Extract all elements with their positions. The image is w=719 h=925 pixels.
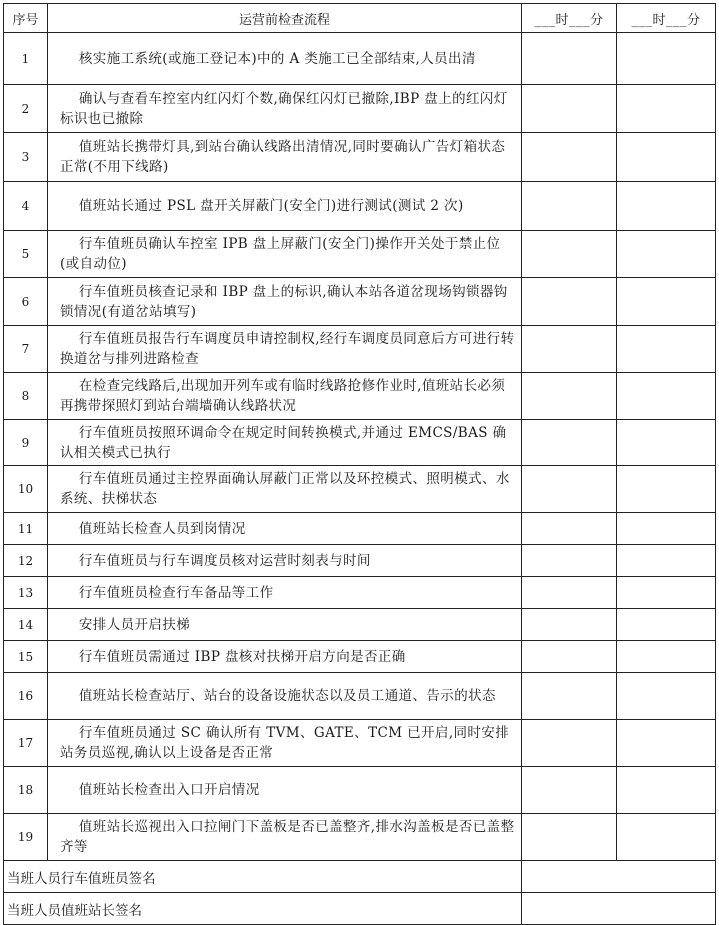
row-task-text: 行车值班员报告行车调度员申请控制权,经行车调度员同意后方可进行转换道岔与排列进路检查 bbox=[48, 326, 522, 373]
table-row bbox=[4, 278, 716, 326]
row-task-text: 行车值班员检查行车备品等工作 bbox=[48, 577, 522, 609]
row-task-text: 值班站长通过 PSL 盘开关屏蔽门(安全门)进行测试(测试 2 次) bbox=[48, 182, 522, 231]
table-row bbox=[4, 577, 716, 609]
row-number: 5 bbox=[4, 231, 48, 278]
row-number: 14 bbox=[4, 609, 48, 641]
table-row bbox=[4, 420, 716, 466]
time1-cell[interactable] bbox=[522, 577, 617, 609]
row-number: 1 bbox=[4, 33, 48, 85]
header-row bbox=[4, 4, 716, 33]
time1-cell[interactable] bbox=[522, 231, 617, 278]
time1-cell[interactable] bbox=[522, 720, 617, 767]
time2-cell[interactable] bbox=[617, 85, 716, 133]
time2-cell[interactable] bbox=[617, 641, 716, 673]
row-task-text: 值班站长检查人员到岗情况 bbox=[48, 513, 522, 545]
time2-cell[interactable] bbox=[617, 577, 716, 609]
row-task-text: 值班站长携带灯具,到站台确认线路出清情况,同时要确认广告灯箱状态正常(不用下线路) bbox=[48, 133, 522, 182]
time2-cell[interactable] bbox=[617, 133, 716, 182]
signature-row bbox=[4, 861, 716, 893]
table-row bbox=[4, 641, 716, 673]
time1-cell[interactable] bbox=[522, 641, 617, 673]
row-task-text: 值班站长检查出入口开启情况 bbox=[48, 767, 522, 814]
time2-cell[interactable] bbox=[617, 513, 716, 545]
time2-cell[interactable] bbox=[617, 231, 716, 278]
table-row bbox=[4, 545, 716, 577]
col-no-header: 序号 bbox=[4, 4, 48, 33]
time2-cell[interactable] bbox=[617, 609, 716, 641]
row-task-text: 行车值班员通过主控界面确认屏蔽门正常以及环控模式、照明模式、水系统、扶梯状态 bbox=[48, 466, 522, 513]
row-number: 7 bbox=[4, 326, 48, 373]
row-number: 9 bbox=[4, 420, 48, 466]
row-number: 6 bbox=[4, 278, 48, 326]
time2-cell[interactable] bbox=[617, 545, 716, 577]
table-row bbox=[4, 85, 716, 133]
row-task-text: 值班站长检查站厅、站台的设备设施状态以及员工通道、告示的状态 bbox=[48, 673, 522, 720]
checklist-table bbox=[3, 3, 716, 925]
row-number: 3 bbox=[4, 133, 48, 182]
time1-cell[interactable] bbox=[522, 673, 617, 720]
row-task-text: 值班站长巡视出入口拉闸门下盖板是否已盖整齐,排水沟盖板是否已盖整齐等 bbox=[48, 814, 522, 861]
table-row bbox=[4, 33, 716, 85]
table-row bbox=[4, 673, 716, 720]
time1-cell[interactable] bbox=[522, 609, 617, 641]
time2-cell[interactable] bbox=[617, 326, 716, 373]
row-number: 11 bbox=[4, 513, 48, 545]
time1-cell[interactable] bbox=[522, 513, 617, 545]
row-number: 13 bbox=[4, 577, 48, 609]
signature-label: 当班人员行车值班员签名 bbox=[4, 861, 522, 893]
time2-cell[interactable] bbox=[617, 673, 716, 720]
row-number: 15 bbox=[4, 641, 48, 673]
row-task-text: 行车值班员需通过 IBP 盘核对扶梯开启方向是否正确 bbox=[48, 641, 522, 673]
time2-cell[interactable] bbox=[617, 373, 716, 420]
col-time1-header: ___时___分 bbox=[522, 4, 617, 33]
time1-cell[interactable] bbox=[522, 373, 617, 420]
row-number: 10 bbox=[4, 466, 48, 513]
time1-cell[interactable] bbox=[522, 85, 617, 133]
row-task-text: 行车值班员按照环调命令在规定时间转换模式,并通过 EMCS/BAS 确认相关模式已执行 bbox=[48, 420, 522, 466]
row-task-text: 核实施工系统(或施工登记本)中的 A 类施工已全部结束,人员出清 bbox=[48, 33, 522, 85]
row-number: 2 bbox=[4, 85, 48, 133]
table-row bbox=[4, 373, 716, 420]
time2-cell[interactable] bbox=[617, 814, 716, 861]
row-task-text: 行车值班员与行车调度员核对运营时刻表与时间 bbox=[48, 545, 522, 577]
time1-cell[interactable] bbox=[522, 33, 617, 85]
row-number: 18 bbox=[4, 767, 48, 814]
time2-cell[interactable] bbox=[617, 767, 716, 814]
row-number: 4 bbox=[4, 182, 48, 231]
time2-cell[interactable] bbox=[617, 720, 716, 767]
time1-cell[interactable] bbox=[522, 326, 617, 373]
time1-cell[interactable] bbox=[522, 767, 617, 814]
signature-label: 当班人员值班站长签名 bbox=[4, 893, 522, 925]
time2-cell[interactable] bbox=[617, 182, 716, 231]
table-row bbox=[4, 466, 716, 513]
time2-cell[interactable] bbox=[617, 33, 716, 85]
time1-cell[interactable] bbox=[522, 814, 617, 861]
row-task-text: 安排人员开启扶梯 bbox=[48, 609, 522, 641]
table-row bbox=[4, 720, 716, 767]
time1-cell[interactable] bbox=[522, 182, 617, 231]
table-row bbox=[4, 609, 716, 641]
row-number: 19 bbox=[4, 814, 48, 861]
row-number: 8 bbox=[4, 373, 48, 420]
signature-field[interactable] bbox=[522, 861, 716, 893]
col-time2-header: ___时___分 bbox=[617, 4, 716, 33]
time1-cell[interactable] bbox=[522, 466, 617, 513]
time2-cell[interactable] bbox=[617, 420, 716, 466]
table-row bbox=[4, 814, 716, 861]
time2-cell[interactable] bbox=[617, 278, 716, 326]
table-row bbox=[4, 767, 716, 814]
row-number: 12 bbox=[4, 545, 48, 577]
table-row bbox=[4, 326, 716, 373]
row-task-text: 行车值班员通过 SC 确认所有 TVM、GATE、TCM 已开启,同时安排站务员巡视,确认以上设备是否正常 bbox=[48, 720, 522, 767]
time1-cell[interactable] bbox=[522, 545, 617, 577]
table-row bbox=[4, 182, 716, 231]
table-row bbox=[4, 513, 716, 545]
time1-cell[interactable] bbox=[522, 278, 617, 326]
table-row bbox=[4, 231, 716, 278]
row-number: 16 bbox=[4, 673, 48, 720]
time1-cell[interactable] bbox=[522, 133, 617, 182]
row-task-text: 确认与查看车控室内红闪灯个数,确保红闪灯已撤除,IBP 盘上的红闪灯标识也已撤除 bbox=[48, 85, 522, 133]
table-row bbox=[4, 133, 716, 182]
time1-cell[interactable] bbox=[522, 420, 617, 466]
time2-cell[interactable] bbox=[617, 466, 716, 513]
col-process-header: 运营前检查流程 bbox=[48, 4, 522, 33]
row-number: 17 bbox=[4, 720, 48, 767]
row-task-text: 行车值班员确认车控室 IPB 盘上屏蔽门(安全门)操作开关处于禁止位(或自动位) bbox=[48, 231, 522, 278]
row-task-text: 行车值班员核查记录和 IBP 盘上的标识,确认本站各道岔现场钩锁器钩锁情况(有道岔站填写) bbox=[48, 278, 522, 326]
row-task-text: 在检查完线路后,出现加开列车或有临时线路抢修作业时,值班站长必须再携带探照灯到站台端墙确认线路状况 bbox=[48, 373, 522, 420]
